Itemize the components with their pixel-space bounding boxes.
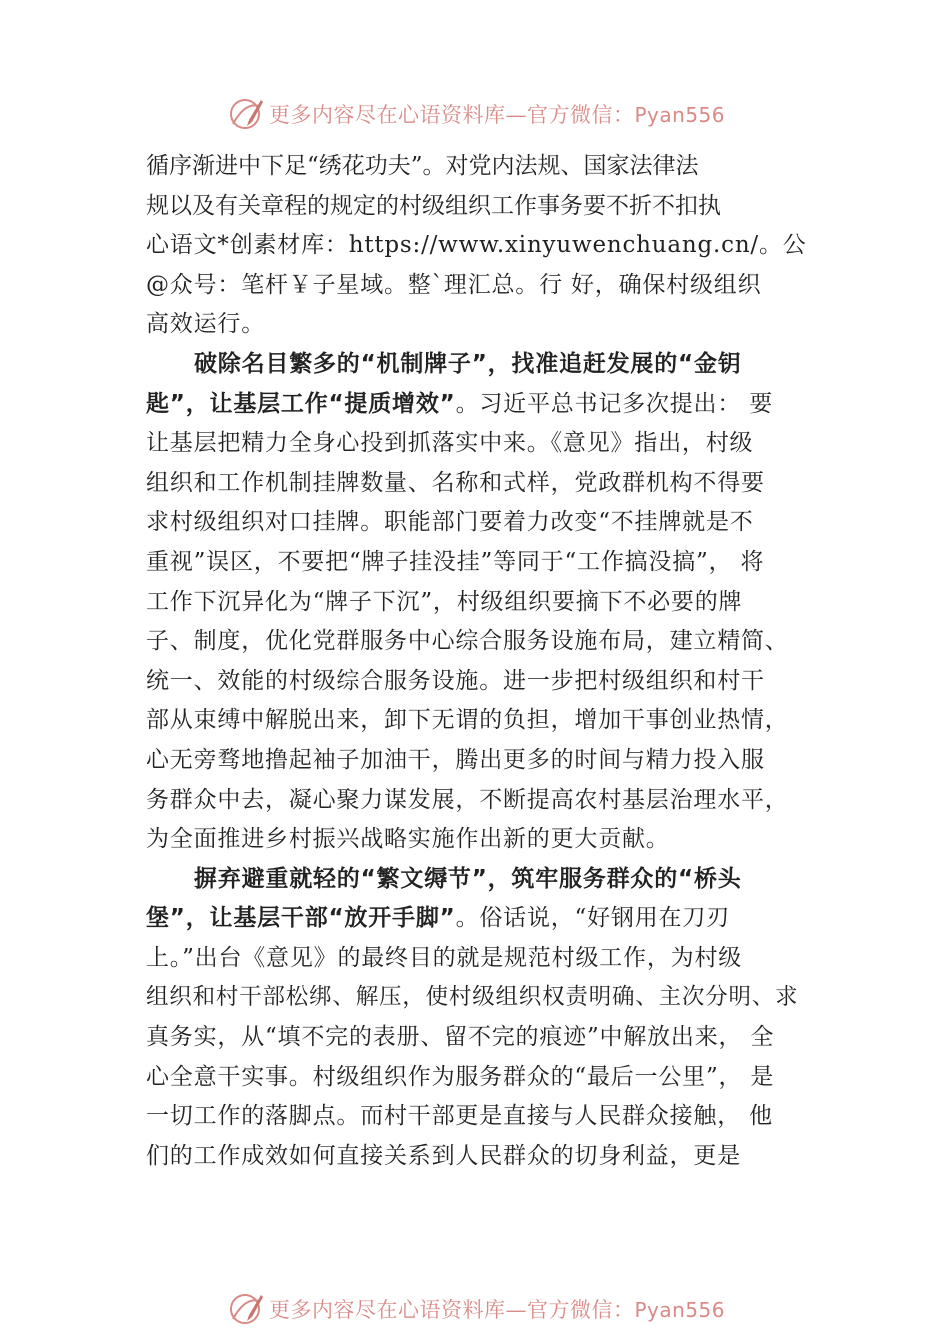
pen-logo-icon [225,94,265,134]
header-watermark [0,94,950,134]
watermark-text: 更多内容尽在心语资料库—官方微信：Pyan556 [268,1298,725,1322]
text-line: @众号：笔杆￥子星域。整`理汇总。行 好，确保村级组织 [146,271,762,298]
paragraph-heading: 破除名目繁多的“机制牌子”，找准追赶发展的“金钥 [194,350,742,377]
text-line: 部从束缚中解脱出来，卸下无谓的负担，增加干事创业热情， [146,707,789,734]
paragraph-1 [146,147,810,345]
text-line: 规以及有关章程的规定的村级组织工作事务要不折不扣执 [146,192,721,219]
text-line: 重视”误区，不要把“牌子挂没挂”等同于“工作搞没搞”， 将 [146,548,765,575]
paragraph-heading-cont: 匙”，让基层工作“提质增效” [146,390,456,417]
text-line: 真务实，从“填不完的表册、留不完的痕迹”中解放出来， 全 [146,1024,775,1051]
watermark-text: 更多内容尽在心语资料库—官方微信：Pyan556 [268,103,725,127]
text-line: 匙”，让基层工作“提质增效”。习近平总书记多次提出： 要 [146,390,774,417]
text-line: 工作下沉异化为“牌子下沉”，村级组织要摘下不必要的牌 [146,588,743,615]
text-line: 们的工作成效如何直接关系到人民群众的切身利益，更是 [146,1142,741,1169]
paragraph-heading: 摒弃避重就轻的“繁文缛节”，筑牢服务群众的“桥头 [194,865,742,892]
document-body [146,147,810,1176]
text-line: 子、制度，优化党群服务中心综合服务设施布局，建立精简、 [146,628,789,655]
text-line: 让基层把精力全身心投到抓落实中来。《意见》指出，村级 [146,430,754,457]
paragraph-2 [146,345,810,860]
text-line: 统一、效能的村级综合服务设施。进一步把村级组织和村干 [146,667,765,694]
text-line: 高效运行。 [146,311,265,338]
text-line: 组织和村干部松绑、解压，使村级组织权责明确、主次分明、求 [146,984,799,1011]
text-line: 为全面推进乡村振兴战略实施作出新的更大贡献。 [146,826,670,853]
paragraph-3 [146,860,810,1177]
text-line: 一切工作的落脚点。而村干部更是直接与人民群众接触， 他 [146,1103,773,1130]
footer-watermark [0,1289,950,1329]
text-line: 心全意干实事。村级组织作为服务群众的“最后一公里”， 是 [146,1063,775,1090]
text-line: 心无旁骛地撸起袖子加油干，腾出更多的时间与精力投入服 [146,746,765,773]
text-line: 求村级组织对口挂牌。职能部门要着力改变“不挂牌就是不 [146,509,754,536]
text-line: 务群众中去，凝心聚力谋发展，不断提高农村基层治理水平， [146,786,789,813]
paragraph-heading-cont: 堡”，让基层干部“放开手脚” [146,905,456,932]
text-line: 组织和工作机制挂牌数量、名称和式样，党政群机构不得要 [146,469,765,496]
text-line: 心语文*创素材库：https://www.xinyuwenchuang.cn/。公 [146,232,807,259]
pen-logo-icon [225,1289,265,1329]
text-line: 循序渐进中下足“绣花功夫”。对党内法规、国家法律法 [146,153,699,179]
text-line: 上。”出台《意见》的最终目的就是规范村级工作，为村级 [146,944,743,971]
text-line: 堡”，让基层干部“放开手脚”。俗话说，“好钢用在刀刃 [146,905,730,932]
